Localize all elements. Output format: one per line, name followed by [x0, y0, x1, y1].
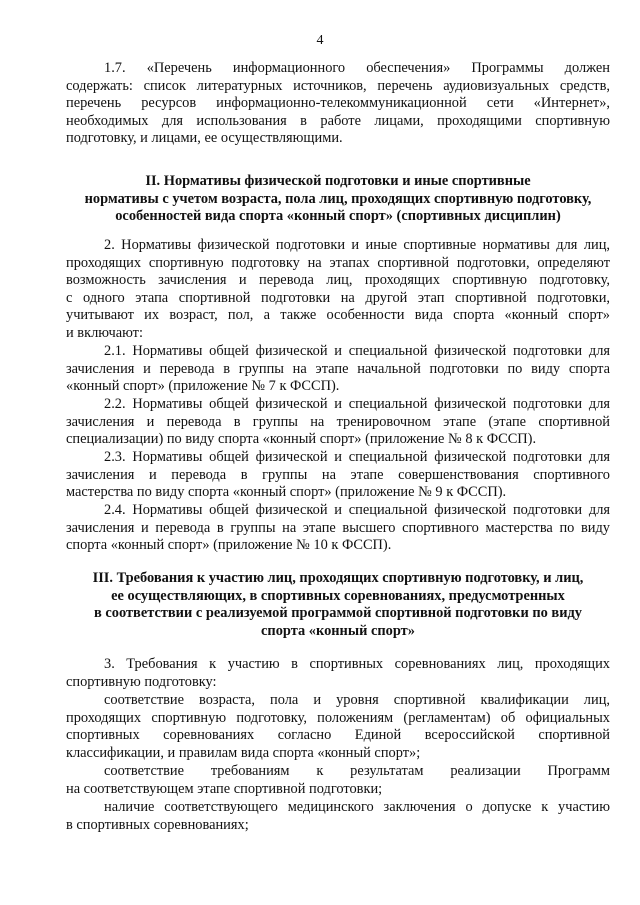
heading-line: ее осуществляющих, в спортивных соревнованиях, предусмотренных — [111, 587, 565, 604]
text-line: зачисления и перевода в группы на этапе совершенствования спортивного — [66, 466, 610, 483]
paragraph-3-requirement-3 — [66, 799, 610, 834]
section-heading-3 — [60, 570, 616, 640]
text-line: учитывают их возраст, пол, а также особенности вида спорта «конный спорт» — [66, 307, 610, 324]
text-line: возможность зачисления и перевода лиц, проходящих спортивную подготовку, — [66, 272, 610, 289]
page-number: 4 — [316, 33, 324, 48]
paragraph-1-7 — [66, 60, 610, 148]
text-line: наличие соответствующего медицинского заключения о допуске к участию — [104, 799, 610, 815]
text-line: мастерства по виду спорта «конный спорт» (приложение № 9 к ФССП). — [66, 484, 507, 501]
heading-line: особенностей вида спорта «конный спорт» (спортивных дисциплин) — [115, 208, 561, 225]
text-line: содержать: список литературных источников, перечень аудиовизуальных средств, — [66, 77, 610, 94]
text-line: на соответствующем этапе спортивной подготовки; — [66, 780, 383, 797]
text-line: соответствие возраста, пола и уровня спортивной квалификации лиц, — [104, 692, 610, 708]
paragraph-2-3 — [66, 449, 610, 502]
text-line: классификации, и правилам вида спорта «конный спорт»; — [66, 744, 421, 761]
text-line: спорта «конный спорт» (приложение № 10 к ФССП). — [66, 537, 392, 554]
paragraph-2 — [66, 237, 610, 343]
text-line: 2.3. Нормативы общей физической и специальной физической подготовки для — [104, 449, 610, 465]
text-line: необходимых для использования в работе лицами, проходящими спортивную — [66, 112, 610, 129]
text-line: зачисления и перевода в группы на этапе начальной подготовки по виду спорта — [66, 360, 610, 377]
paragraph-2-1 — [66, 343, 610, 396]
text-line: зачисления и перевода в группы на этапе высшего спортивного мастерства по виду — [66, 519, 610, 536]
heading-line: II. Нормативы физической подготовки и иные спортивные — [145, 173, 531, 189]
heading-line: нормативы с учетом возраста, пола лиц, проходящих спортивную подготовку, — [84, 190, 592, 207]
text-line: 2.1. Нормативы общей физической и специальной физической подготовки для — [104, 343, 610, 359]
text-line: подготовку, и лицами, ее осуществляющими. — [66, 130, 343, 147]
text-line: спортивных соревнованиях согласно Единой всероссийской спортивной — [66, 727, 610, 744]
heading-line: III. Требования к участию лиц, проходящих спортивную подготовку, и лиц, — [92, 570, 584, 586]
text-line: 3. Требования к участию в спортивных соревнованиях лиц, проходящих — [104, 656, 610, 672]
text-line: 1.7. «Перечень информационного обеспечения» Программы должен — [104, 60, 610, 76]
paragraph-3-requirement-2 — [66, 763, 610, 798]
text-line: специализации) по виду спорта «конный спорт» (приложение № 8 к ФССП). — [66, 431, 537, 448]
paragraph-2-2 — [66, 396, 610, 449]
text-line: 2.4. Нормативы общей физической и специальной физической подготовки для — [104, 502, 610, 518]
text-line: «конный спорт» (приложение № 7 к ФССП). — [66, 378, 340, 395]
text-line: проходящих спортивную подготовку, положениям (регламентам) об официальных — [66, 709, 610, 726]
heading-line: спорта «конный спорт» — [261, 622, 415, 639]
text-line: 2. Нормативы физической подготовки и иные спортивные нормативы для лиц, — [104, 237, 610, 253]
text-line: проходящих спортивную подготовку на этапах спортивной подготовки, определяют — [66, 254, 610, 271]
text-line: спортивную подготовку: — [66, 673, 217, 690]
text-line: в спортивных соревнованиях; — [66, 816, 249, 833]
paragraph-2-4 — [66, 502, 610, 555]
heading-line: в соответствии с реализуемой программой спортивной подготовки по виду — [94, 605, 582, 622]
paragraph-3 — [66, 656, 610, 691]
text-line: соответствие требованиям к результатам реализации Программ — [104, 763, 610, 779]
text-line: 2.2. Нормативы общей физической и специальной физической подготовки для — [104, 396, 610, 412]
text-line: с одного этапа спортивной подготовки на другой этап спортивной подготовки, — [66, 289, 610, 306]
section-heading-2 — [60, 173, 616, 226]
paragraph-3-requirement-1 — [66, 692, 610, 762]
text-line: и включают: — [66, 324, 143, 341]
text-line: зачисления и перевода в группы на тренировочном этапе (этапе спортивной — [66, 413, 610, 430]
text-line: перечень ресурсов информационно-телекоммуникационной сети «Интернет», — [66, 95, 610, 112]
